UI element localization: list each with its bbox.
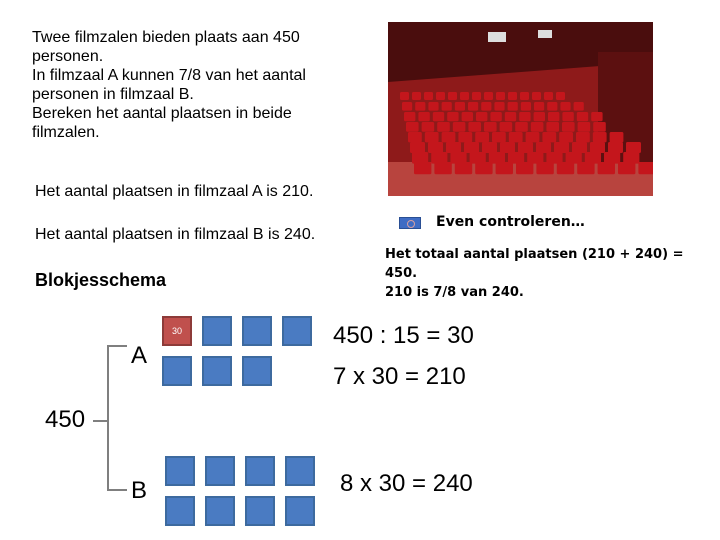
- photo-seat: [436, 92, 445, 100]
- block: [202, 356, 232, 386]
- photo-seat: [518, 142, 533, 153]
- problem-statement: [32, 28, 362, 142]
- photo-seat: [470, 152, 486, 164]
- problem-line: personen.: [32, 48, 104, 65]
- photo-seat: [562, 112, 573, 121]
- cinema-photo: [388, 22, 653, 196]
- photo-seat: [548, 112, 559, 121]
- block: [285, 496, 315, 526]
- photo-seat: [437, 122, 450, 132]
- photo-seat: [422, 122, 435, 132]
- photo-seat: [562, 122, 575, 132]
- photo-seat: [577, 112, 588, 121]
- photo-seat: [547, 102, 557, 111]
- photo-seat: [500, 122, 513, 132]
- block: [282, 316, 312, 346]
- equation-a1: 450 : 15 = 30: [333, 322, 474, 349]
- photo-seat: [508, 152, 524, 164]
- photo-seat: [481, 102, 491, 111]
- photo-seat: [404, 112, 415, 121]
- photo-seat: [433, 112, 444, 121]
- cinema-seats-image: [388, 22, 653, 196]
- photo-seat: [574, 102, 584, 111]
- block: [162, 356, 192, 386]
- photo-seat: [415, 102, 425, 111]
- photo-seat: [476, 112, 487, 121]
- photo-seat: [542, 132, 556, 142]
- photo-seat: [496, 162, 513, 174]
- total-label: 450: [45, 406, 86, 433]
- photo-seat: [516, 162, 533, 174]
- answer-a: Het aantal plaatsen in filmzaal A is 210.: [35, 183, 314, 200]
- photo-seat: [559, 132, 573, 142]
- check-text: [385, 245, 720, 302]
- photo-seat: [626, 142, 641, 153]
- photo-seat: [536, 142, 551, 153]
- photo-seat: [618, 162, 635, 174]
- photo-seat: [554, 142, 569, 153]
- label-a: A: [131, 342, 148, 369]
- photo-seat: [593, 122, 606, 132]
- photo-seat: [531, 122, 544, 132]
- equation-b: 8 x 30 = 240: [340, 470, 473, 497]
- schema-title: Blokjesschema: [35, 270, 167, 290]
- photo-seat: [509, 132, 523, 142]
- problem-line: filmzalen.: [32, 124, 100, 141]
- photo-seat: [400, 92, 409, 100]
- photo-seat: [468, 122, 481, 132]
- photo-seat: [468, 102, 478, 111]
- photo-seat: [424, 92, 433, 100]
- photo-seat: [410, 142, 425, 153]
- photo-seat: [566, 152, 582, 164]
- photo-seat: [484, 92, 493, 100]
- photo-seat: [460, 92, 469, 100]
- photo-seat: [556, 92, 565, 100]
- photo-seat: [442, 102, 452, 111]
- photo-seat: [472, 92, 481, 100]
- photo-seat: [453, 122, 466, 132]
- photo-seat: [590, 142, 605, 153]
- photo-seat: [585, 152, 601, 164]
- photo-seat: [418, 112, 429, 121]
- photo-seat: [544, 92, 553, 100]
- photo-seat: [546, 122, 559, 132]
- label-b: B: [131, 477, 148, 504]
- photo-seat: [598, 162, 615, 174]
- problem-line: Twee filmzalen bieden plaats aan 450: [32, 29, 300, 46]
- photo-seat: [412, 152, 428, 164]
- block: [242, 356, 272, 386]
- block: [242, 316, 272, 346]
- block: [165, 456, 195, 486]
- photo-seat: [521, 102, 531, 111]
- photo-seat: [557, 162, 574, 174]
- photo-seat: [508, 102, 518, 111]
- photo-seat: [532, 92, 541, 100]
- photo-seat: [446, 142, 461, 153]
- photo-seat: [448, 92, 457, 100]
- photo-seat: [428, 142, 443, 153]
- photo-seat: [572, 142, 587, 153]
- photo-seat: [534, 102, 544, 111]
- photo-seat: [414, 162, 431, 174]
- photo-seat: [638, 162, 653, 174]
- block: [202, 316, 232, 346]
- photo-seat: [425, 132, 439, 142]
- photo-seat: [406, 122, 419, 132]
- photo-seat: [610, 132, 624, 142]
- photo-seat: [591, 112, 602, 121]
- photo-seat: [490, 112, 501, 121]
- photo-seat: [519, 112, 530, 121]
- photo-seat: [428, 102, 438, 111]
- photo-seat: [408, 132, 422, 142]
- bracket-bottom: [107, 489, 127, 491]
- check-icon: [399, 217, 421, 229]
- photo-seat: [482, 142, 497, 153]
- photo-seat: [450, 152, 466, 164]
- block: [285, 456, 315, 486]
- photo-seat: [576, 132, 590, 142]
- photo-seat: [560, 102, 570, 111]
- photo-seat: [492, 132, 506, 142]
- photo-seat: [412, 92, 421, 100]
- photo-seat: [546, 152, 562, 164]
- photo-seat: [462, 112, 473, 121]
- problem-line: In filmzaal A kunnen 7/8 van het aantal: [32, 67, 306, 84]
- problem-line: Bereken het aantal plaatsen in beide: [32, 105, 292, 122]
- photo-seat: [578, 122, 591, 132]
- photo-seat: [508, 92, 517, 100]
- photo-seat: [505, 112, 516, 121]
- photo-seat: [464, 142, 479, 153]
- photo-seat: [455, 162, 472, 174]
- photo-seat: [484, 122, 497, 132]
- photo-seat: [515, 122, 528, 132]
- block: [205, 496, 235, 526]
- photo-seat: [500, 142, 515, 153]
- block: [205, 456, 235, 486]
- photo-seat: [593, 132, 607, 142]
- check-line-1: Het totaal aantal plaatsen (210 + 240) = 450.: [385, 247, 684, 281]
- photo-seat: [455, 102, 465, 111]
- photo-seat: [434, 162, 451, 174]
- equation-a2: 7 x 30 = 210: [333, 363, 466, 390]
- photo-seat: [577, 162, 594, 174]
- photo-seat: [496, 92, 505, 100]
- photo-seat: [447, 112, 458, 121]
- answer-b: Het aantal plaatsen in filmzaal B is 240.: [35, 226, 316, 243]
- problem-line: personen in filmzaal B.: [32, 86, 194, 103]
- photo-seat: [604, 152, 620, 164]
- check-title: Even controleren…: [436, 214, 585, 230]
- photo-seat: [489, 152, 505, 164]
- photo-seat: [494, 102, 504, 111]
- block: [245, 456, 275, 486]
- block-red: 30: [162, 316, 192, 346]
- photo-seat: [475, 162, 492, 174]
- check-line-2: 210 is 7/8 van 240.: [385, 285, 524, 300]
- block: [165, 496, 195, 526]
- photo-seat: [475, 132, 489, 142]
- bracket-middle: [93, 420, 109, 422]
- photo-seat: [402, 102, 412, 111]
- bracket-vertical: [107, 345, 109, 491]
- photo-seat: [623, 152, 639, 164]
- photo-seat: [520, 92, 529, 100]
- bracket-top: [107, 345, 127, 347]
- block: [245, 496, 275, 526]
- photo-seat: [442, 132, 456, 142]
- photo-seat: [527, 152, 543, 164]
- photo-seat: [536, 162, 553, 174]
- photo-seat: [526, 132, 540, 142]
- photo-seat: [431, 152, 447, 164]
- photo-seat: [608, 142, 623, 153]
- photo-seat: [534, 112, 545, 121]
- photo-seat: [458, 132, 472, 142]
